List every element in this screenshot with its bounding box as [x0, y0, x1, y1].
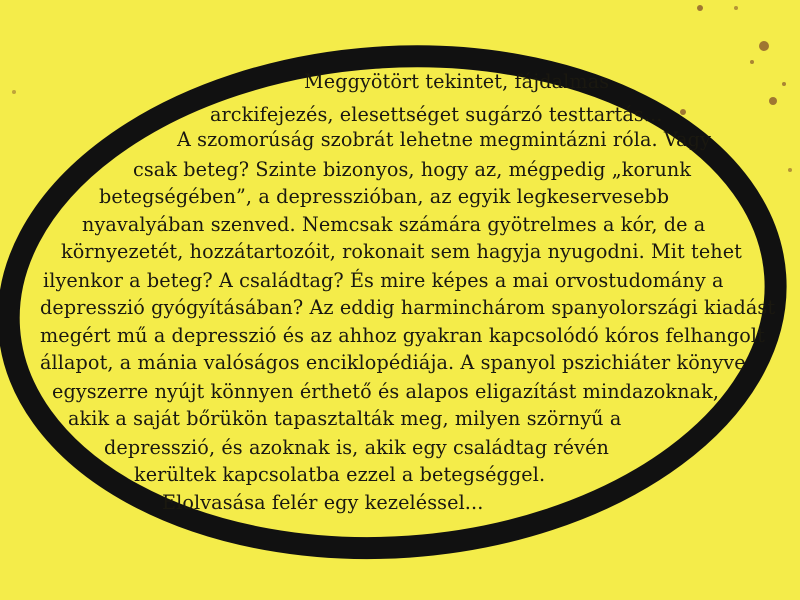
- blurb-line: állapot, a mánia valóságos enciklopédiája. A spanyol pszichiáter könyve: [40, 351, 746, 374]
- blurb-line: megért mű a depresszió és az ahhoz gyakran kapcsolódó kóros felhangolt: [40, 324, 765, 347]
- blurb-line: Elolvasása felér egy kezeléssel...: [162, 491, 484, 514]
- blurb-line: nyavalyában szenved. Nemcsak számára gyötrelmes a kór, de a: [82, 213, 706, 236]
- blurb-line: betegségében”, a depresszióban, az egyik legkeservesebb: [99, 185, 670, 208]
- blurb-line: depresszió gyógyításában? Az eddig harminchárom spanyolországi kiadást: [40, 296, 776, 319]
- blurb-line: depresszió, és azoknak is, akik egy családtag révén: [104, 436, 609, 459]
- blurb-line: környezetét, hozzátartozóit, rokonait sem hagyja nyugodni. Mit tehet: [61, 240, 742, 263]
- blurb-line: egyszerre nyújt könnyen érthető és alapos eligazítást mindazoknak,: [52, 380, 720, 403]
- blurb-line: kerültek kapcsolatba ezzel a betegséggel.: [134, 463, 546, 486]
- blurb-line: csak beteg? Szinte bizonyos, hogy az, mégpedig „korunk: [133, 158, 692, 181]
- blurb-line: akik a saját bőrükön tapasztalták meg, milyen szörnyű a: [68, 407, 622, 430]
- blurb-line: ilyenkor a beteg? A családtag? És mire képes a mai orvostudomány a: [43, 269, 724, 292]
- blurb-line: A szomorúság szobrát lehetne megmintázni róla. Vagy: [177, 128, 711, 151]
- blurb-line: Meggyötört tekintet, fájdalmas: [304, 70, 610, 93]
- blurb-line: arckifejezés, elesettséget sugárzó testtartás...: [210, 103, 663, 126]
